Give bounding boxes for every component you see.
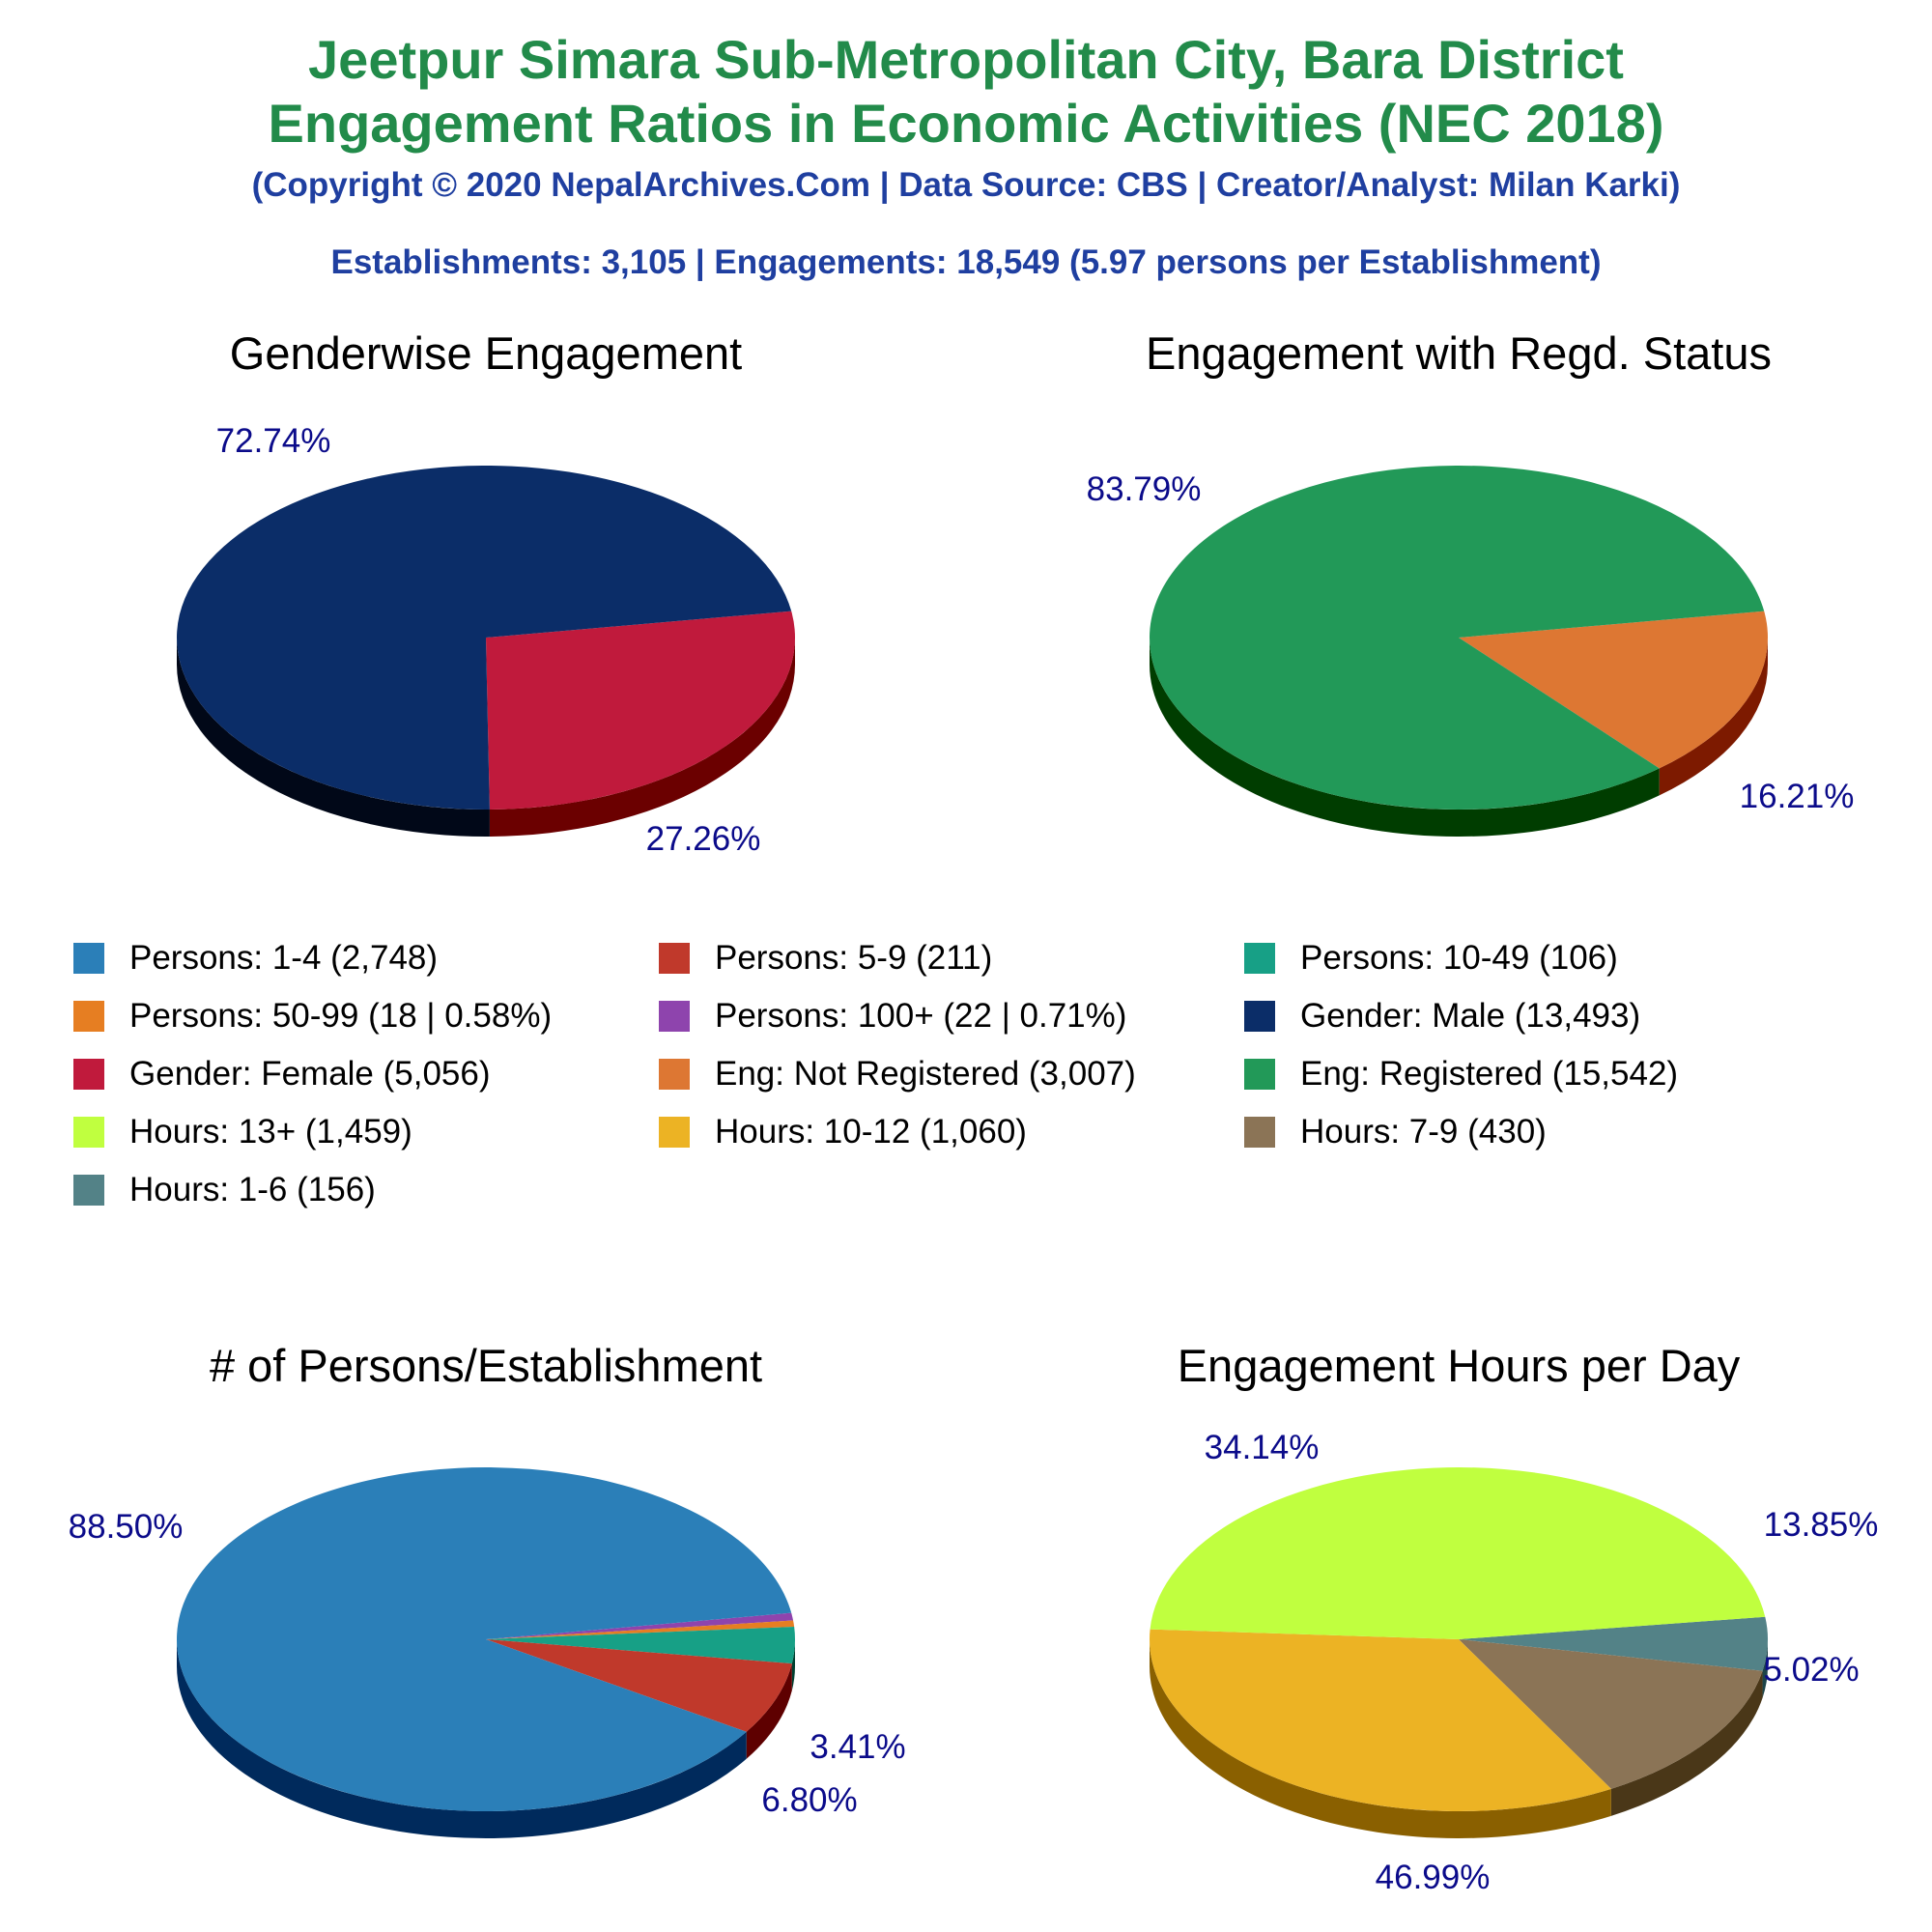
legend-swatch (1244, 1117, 1275, 1148)
summary-line: Establishments: 3,105 | Engagements: 18,549 (5.97 persons per Establishment) (330, 243, 1602, 281)
legend-item (73, 1109, 412, 1155)
legend-item (73, 1051, 491, 1097)
pie-title: Engagement with Regd. Status (1146, 327, 1772, 379)
legend-swatch (659, 943, 690, 974)
legend-swatch (73, 1001, 104, 1032)
slice-percent-label: 34.14% (1204, 1429, 1320, 1466)
pie-title: Engagement Hours per Day (1177, 1340, 1741, 1391)
legend-item (73, 935, 438, 981)
legend-label: Hours: 7-9 (430) (1300, 1113, 1547, 1151)
slice-percent-label: 72.74% (215, 422, 331, 460)
legend-item (1244, 1109, 1547, 1155)
legend-label: Persons: 100+ (22 | 0.71%) (715, 997, 1127, 1035)
slice-percent-label: 83.79% (1086, 470, 1202, 508)
legend-swatch (73, 1175, 104, 1206)
chart-title-line2: Engagement Ratios in Economic Activities (NEC 2018) (268, 93, 1664, 154)
slice-percent-label: 27.26% (645, 820, 761, 858)
chart-title-line1: Jeetpur Simara Sub-Metropolitan City, Bara District (308, 29, 1624, 90)
slice-percent-label: 16.21% (1739, 778, 1855, 815)
pie-slice (1151, 1467, 1766, 1639)
legend-label: Persons: 1-4 (2,748) (129, 939, 439, 977)
legend-swatch (659, 1117, 690, 1148)
slice-percent-label: 3.41% (810, 1728, 906, 1766)
pie-chart (69, 1340, 906, 1838)
credit-line: (Copyright © 2020 NepalArchives.Com | Data Source: CBS | Creator/Analyst: Milan Karki) (251, 166, 1681, 204)
legend-item (1244, 935, 1618, 981)
legend-item (659, 1109, 1027, 1155)
legend-item (1244, 1051, 1678, 1097)
slice-percent-label: 88.50% (68, 1508, 184, 1546)
legend-item (659, 993, 1126, 1039)
legend-label: Eng: Registered (15,542) (1300, 1055, 1679, 1093)
legend-label: Persons: 50-99 (18 | 0.58%) (129, 997, 553, 1035)
pie-title: # of Persons/Establishment (209, 1340, 763, 1391)
legend-swatch (73, 943, 104, 974)
slice-percent-label: 6.80% (761, 1781, 858, 1819)
legend-swatch (659, 1001, 690, 1032)
pie-chart (1150, 1340, 1878, 1896)
pie-chart (177, 327, 795, 858)
legend-item (659, 935, 992, 981)
legend-swatch (1244, 943, 1275, 974)
legend-label: Hours: 1-6 (156) (129, 1171, 376, 1208)
pie-slice (486, 611, 795, 810)
legend-item (659, 1051, 1136, 1097)
legend-swatch (73, 1117, 104, 1148)
legend-swatch (1244, 1001, 1275, 1032)
legend-item (73, 993, 552, 1039)
legend-item (73, 1167, 376, 1213)
slice-percent-label: 46.99% (1375, 1859, 1491, 1896)
legend-item (1244, 993, 1640, 1039)
legend-label: Persons: 5-9 (211) (715, 939, 993, 977)
pie-chart (1087, 327, 1855, 837)
legend-swatch (1244, 1059, 1275, 1090)
slice-percent-label: 13.85% (1763, 1506, 1879, 1544)
legend-label: Persons: 10-49 (106) (1300, 939, 1618, 977)
pie-title: Genderwise Engagement (229, 327, 743, 379)
legend-swatch (73, 1059, 104, 1090)
legend-label: Hours: 10-12 (1,060) (715, 1113, 1027, 1151)
legend-label: Eng: Not Registered (3,007) (715, 1055, 1136, 1093)
legend-label: Gender: Female (5,056) (129, 1055, 491, 1093)
legend-label: Gender: Male (13,493) (1300, 997, 1641, 1035)
legend-swatch (659, 1059, 690, 1090)
legend-label: Hours: 13+ (1,459) (129, 1113, 412, 1151)
slice-percent-label: 5.02% (1763, 1651, 1860, 1689)
